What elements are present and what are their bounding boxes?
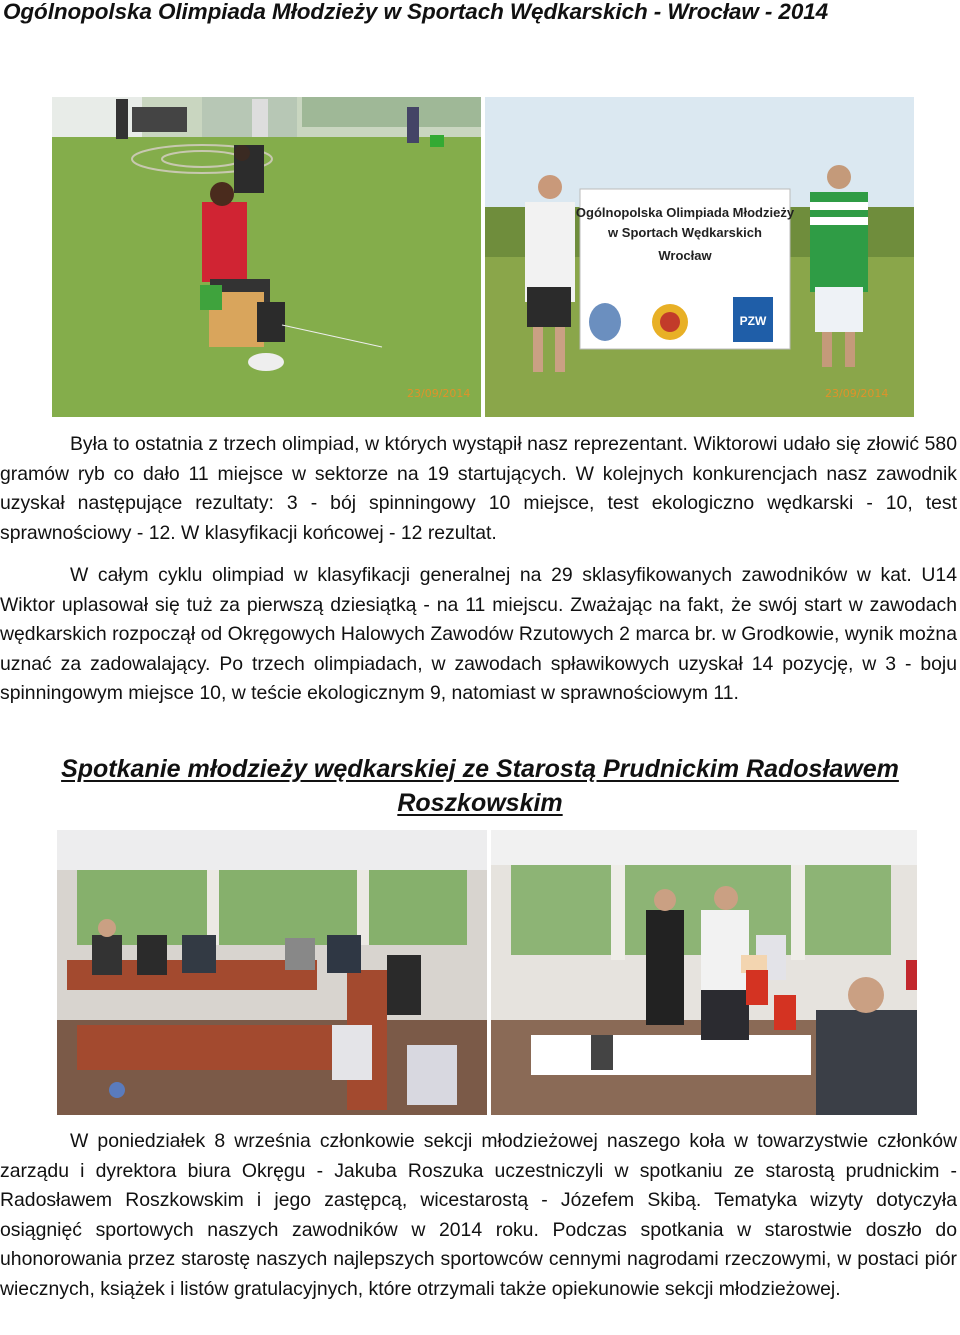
article2-heading <box>0 752 960 820</box>
heading-line1: Spotkanie młodzieży wędkarskiej ze Starostą Prudnickim Radosławem <box>61 755 899 783</box>
photo-meeting-room <box>57 830 487 1115</box>
banner-text-2: w Sportach Wędkarskich <box>608 225 762 240</box>
article1-paragraph1: Była to ostatnia z trzech olimpiad, w których wystąpił nasz reprezentant. Wiktorowi udało się złowić 580 gramów ryb co dało 11 miejsce w sektorze na 19 startujących. W kolejnych konkurencjach nasz zawodnik uzyskał następujące rezultaty: 3 - bój spinningowy 10 miejsce, test ekologiczno wędkarski - 10, test sprawnościowy - 12. W klasyfikacji końcowej - 12 rezultat. <box>0 433 957 544</box>
date-stamp-1: 23/09/2014 <box>407 387 471 400</box>
page-title: Ogólnopolska Olimpiada Młodzieży w Sportach Wędkarskich - Wrocław - 2014 <box>3 0 829 24</box>
banner-logo: PZW <box>739 314 767 328</box>
photo-award-ceremony <box>491 830 917 1115</box>
banner-text-1: Ogólnopolska Olimpiada Młodzieży <box>575 205 795 220</box>
photo-casting-competition <box>52 97 481 417</box>
photo-olympiad-banner <box>485 97 914 417</box>
banner-text-3: Wrocław <box>658 248 712 263</box>
heading-line2: Roszkowskim <box>397 789 563 817</box>
date-stamp-2: 23/09/2014 <box>825 387 889 400</box>
article1-paragraph2: W całym cyklu olimpiad w klasyfikacji generalnej na 29 sklasyfikowanych zawodników w kat. U14 Wiktor uplasował się tuż za pierwszą dziesiątką - na 11 miejscu. Zważając na fakt, że swój start w zawodach wędkarskich rozpoczął od Okręgowych Halowych Zawodów Rzutowych 2 marca br. w Grodkowie, wynik można uznać za zadowalający. Po trzech olimpiadach, w zawodach spławikowych uzyskał 14 pozycję, w 3 - boju spinningowym miejsce 10, w teście ekologicznym 9, natomiast w sprawnościowym 11. <box>0 564 957 705</box>
article2-paragraph1: W poniedziałek 8 września członkowie sekcji młodzieżowej naszego koła w towarzystwie członków zarządu i dyrektora biura Okręgu - Jakuba Roszuka uczestniczyli w spotkaniu ze starostą prudnickim - Radosławem Roszkowskim i jego zastępcą, wicestarostą - Józefem Skibą. Tematyka wizyty dotyczyła osiągnięć sportowych naszych zawodników w 2014 roku. Podczas spotkania w starostwie doszło do uhonorowania przez starostę naszych najlepszych sportowców cennymi nagrodami rzeczowymi, w postaci piór wiecznych, książek i listów gratulacyjnych, które otrzymali także opiekunowie sekcji młodzieżowej. <box>0 1130 957 1300</box>
